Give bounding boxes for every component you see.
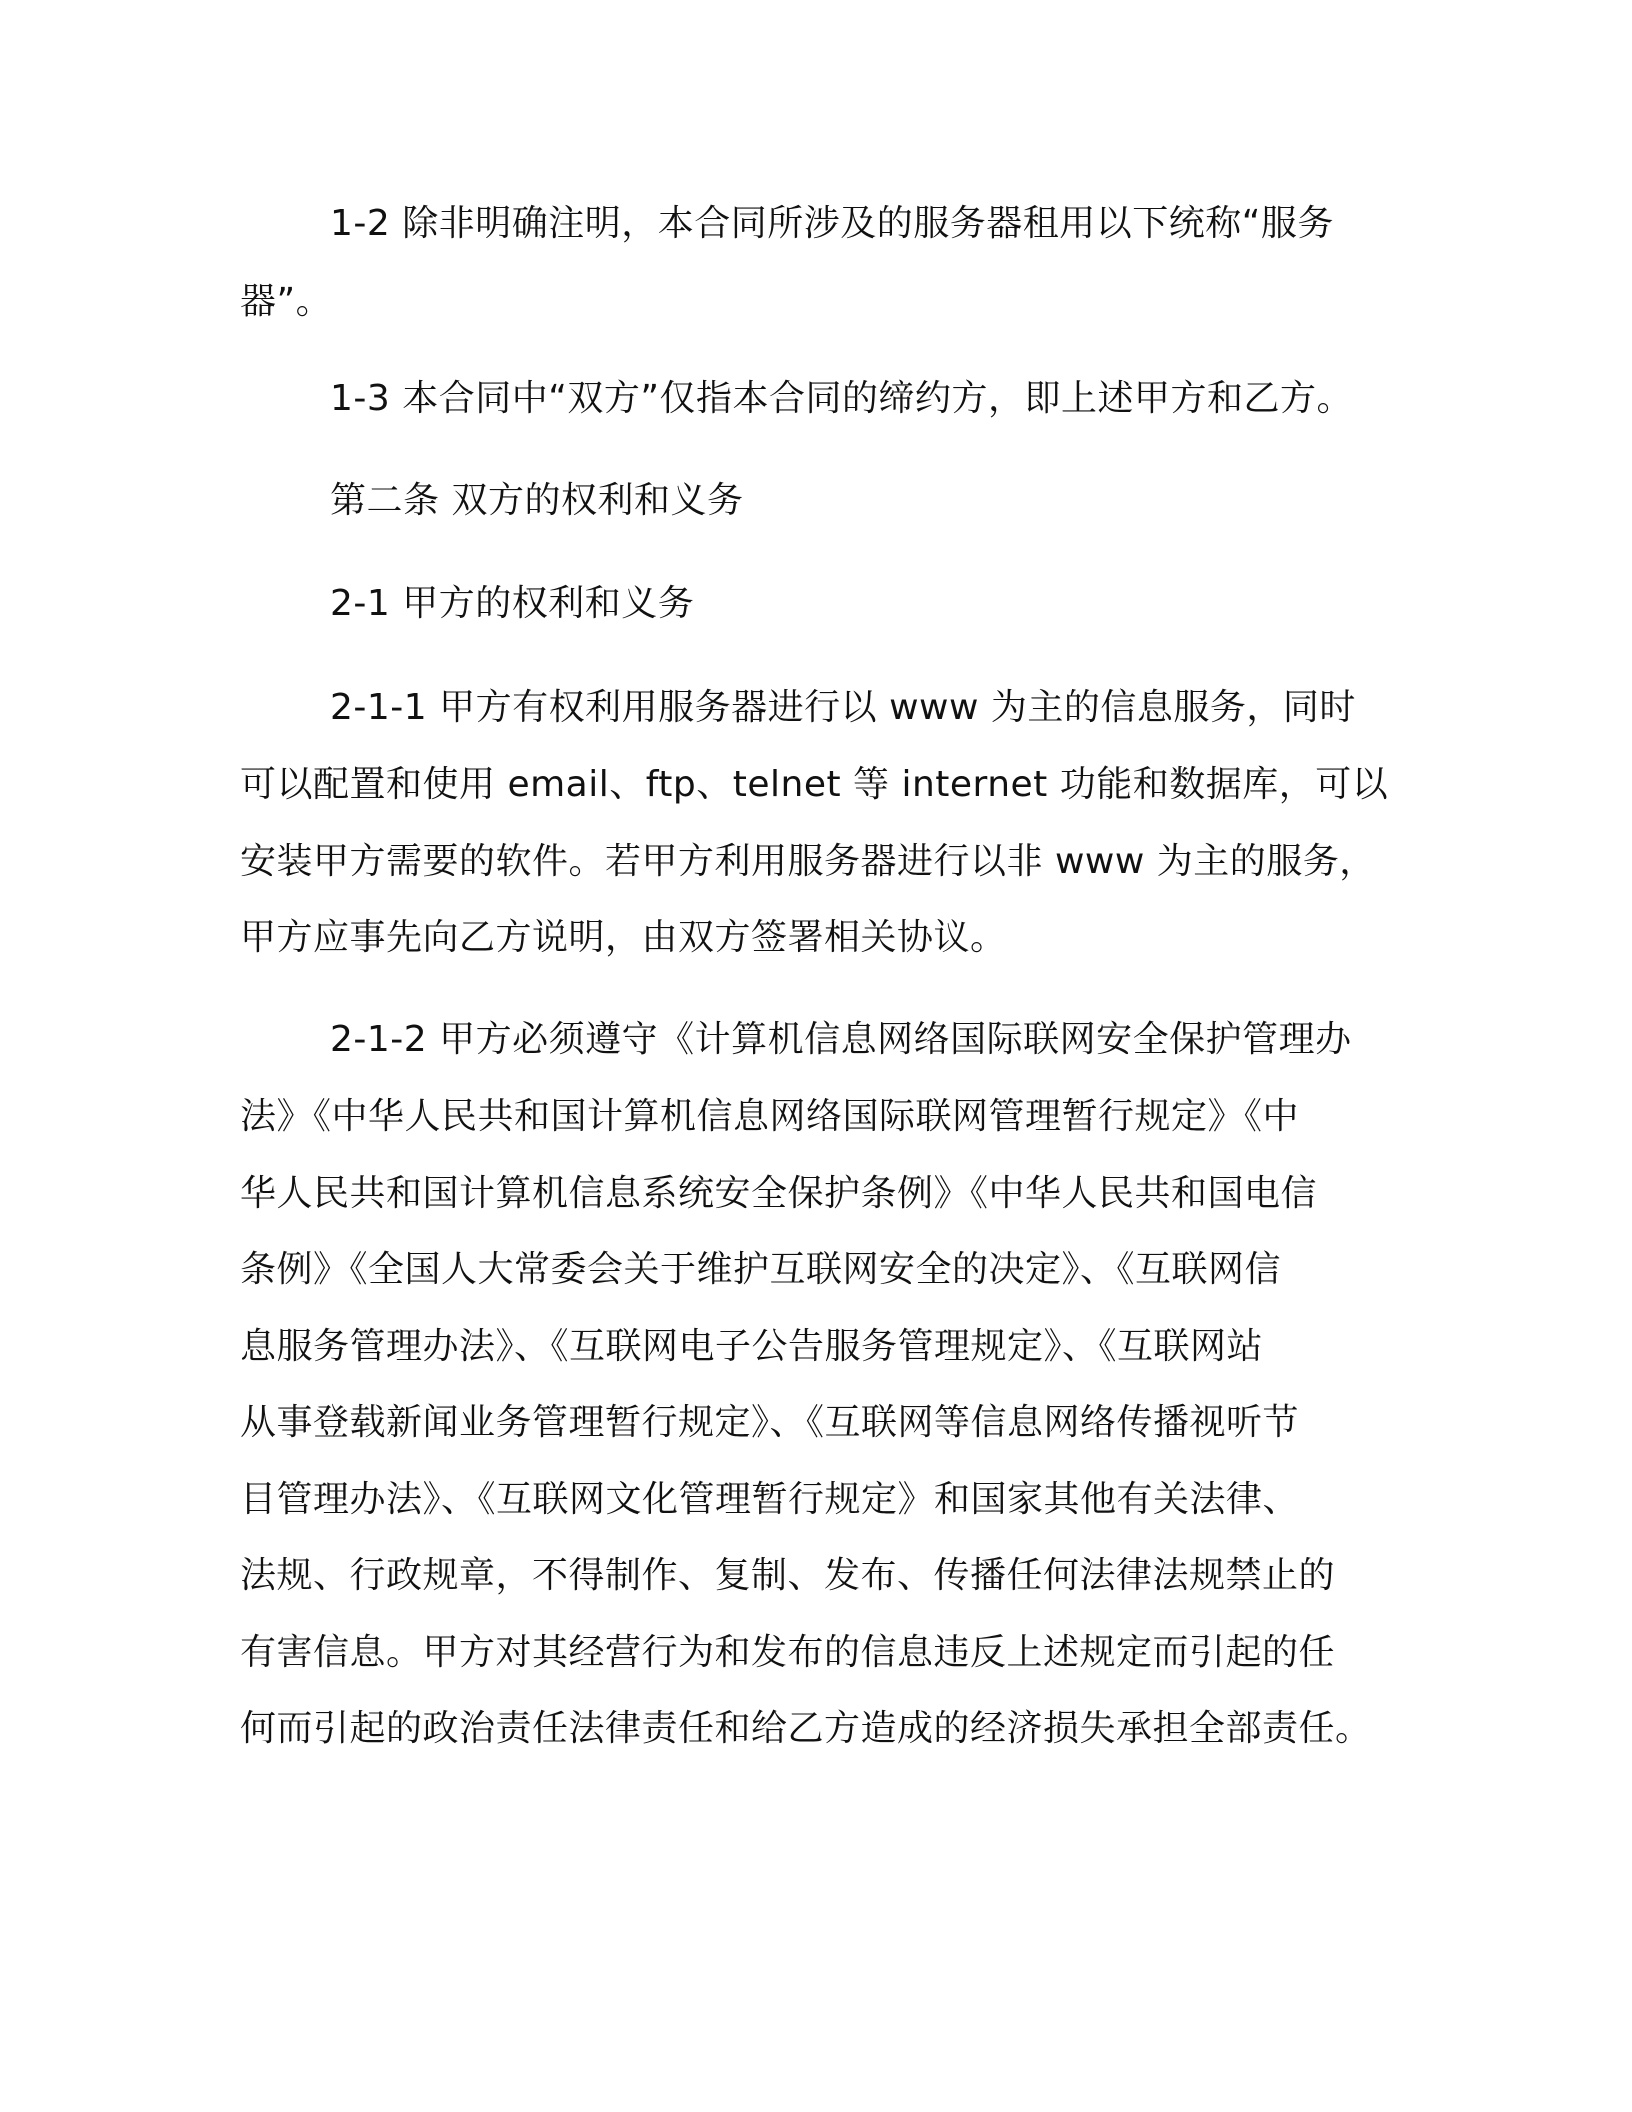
paragraph-2-1-1-line-1: 2-1-1 甲方有权利用服务器进行以 www 为主的信息服务，同时 [330, 687, 1356, 728]
paragraph-2-1-2-line-10: 何而引起的政治责任法律责任和给乙方造成的经济损失承担全部责任。 [240, 1708, 1372, 1749]
paragraph-2-1-1-line-4: 甲方应事先向乙方说明，由双方签署相关协议。 [240, 917, 1007, 958]
paragraph-2-1-2-line-3: 华人民共和国计算机信息系统安全保护条例》《中华人民共和国电信 [240, 1173, 1318, 1214]
paragraph-2-1-2-line-2: 法》《中华人民共和国计算机信息网络国际联网管理暂行规定》《中 [240, 1096, 1300, 1137]
paragraph-2-1-2-line-9: 有害信息。甲方对其经营行为和发布的信息违反上述规定而引起的任 [240, 1632, 1336, 1673]
paragraph-2-1-1-line-3: 安装甲方需要的软件。若甲方利用服务器进行以非 www 为主的服务， [240, 841, 1376, 882]
article-2-heading: 第二条 双方的权利和义务 [330, 480, 744, 521]
paragraph-2-1-1-line-2: 可以配置和使用 email、ftp、telnet 等 internet 功能和数据库，可以 [240, 764, 1389, 805]
paragraph-1-2-line-1: 1-2 除非明确注明，本合同所涉及的服务器租用以下统称“服务 [330, 203, 1334, 244]
paragraph-2-1-2-line-8: 法规、行政规章，不得制作、复制、发布、传播任何法律法规禁止的 [240, 1555, 1336, 1596]
paragraph-1-2-line-2: 器”。 [240, 281, 333, 322]
paragraph-2-1-2-line-6: 从事登载新闻业务管理暂行规定》、《互联网等信息网络传播视听节 [240, 1402, 1300, 1443]
paragraph-2-1-2-line-1: 2-1-2 甲方必须遵守《计算机信息网络国际联网安全保护管理办 [330, 1019, 1352, 1060]
paragraph-2-1-2-line-5: 息服务管理办法》、《互联网电子公告服务管理规定》、《互联网站 [240, 1326, 1264, 1367]
paragraph-2-1-heading: 2-1 甲方的权利和义务 [330, 583, 695, 624]
paragraph-2-1-2-line-4: 条例》《全国人大常委会关于维护互联网安全的决定》、《互联网信 [240, 1249, 1282, 1290]
paragraph-2-1-2-line-7: 目管理办法》、《互联网文化管理暂行规定》和国家其他有关法律、 [240, 1479, 1300, 1520]
paragraph-1-3-line-1: 1-3 本合同中“双方”仅指本合同的缔约方，即上述甲方和乙方。 [330, 378, 1354, 419]
